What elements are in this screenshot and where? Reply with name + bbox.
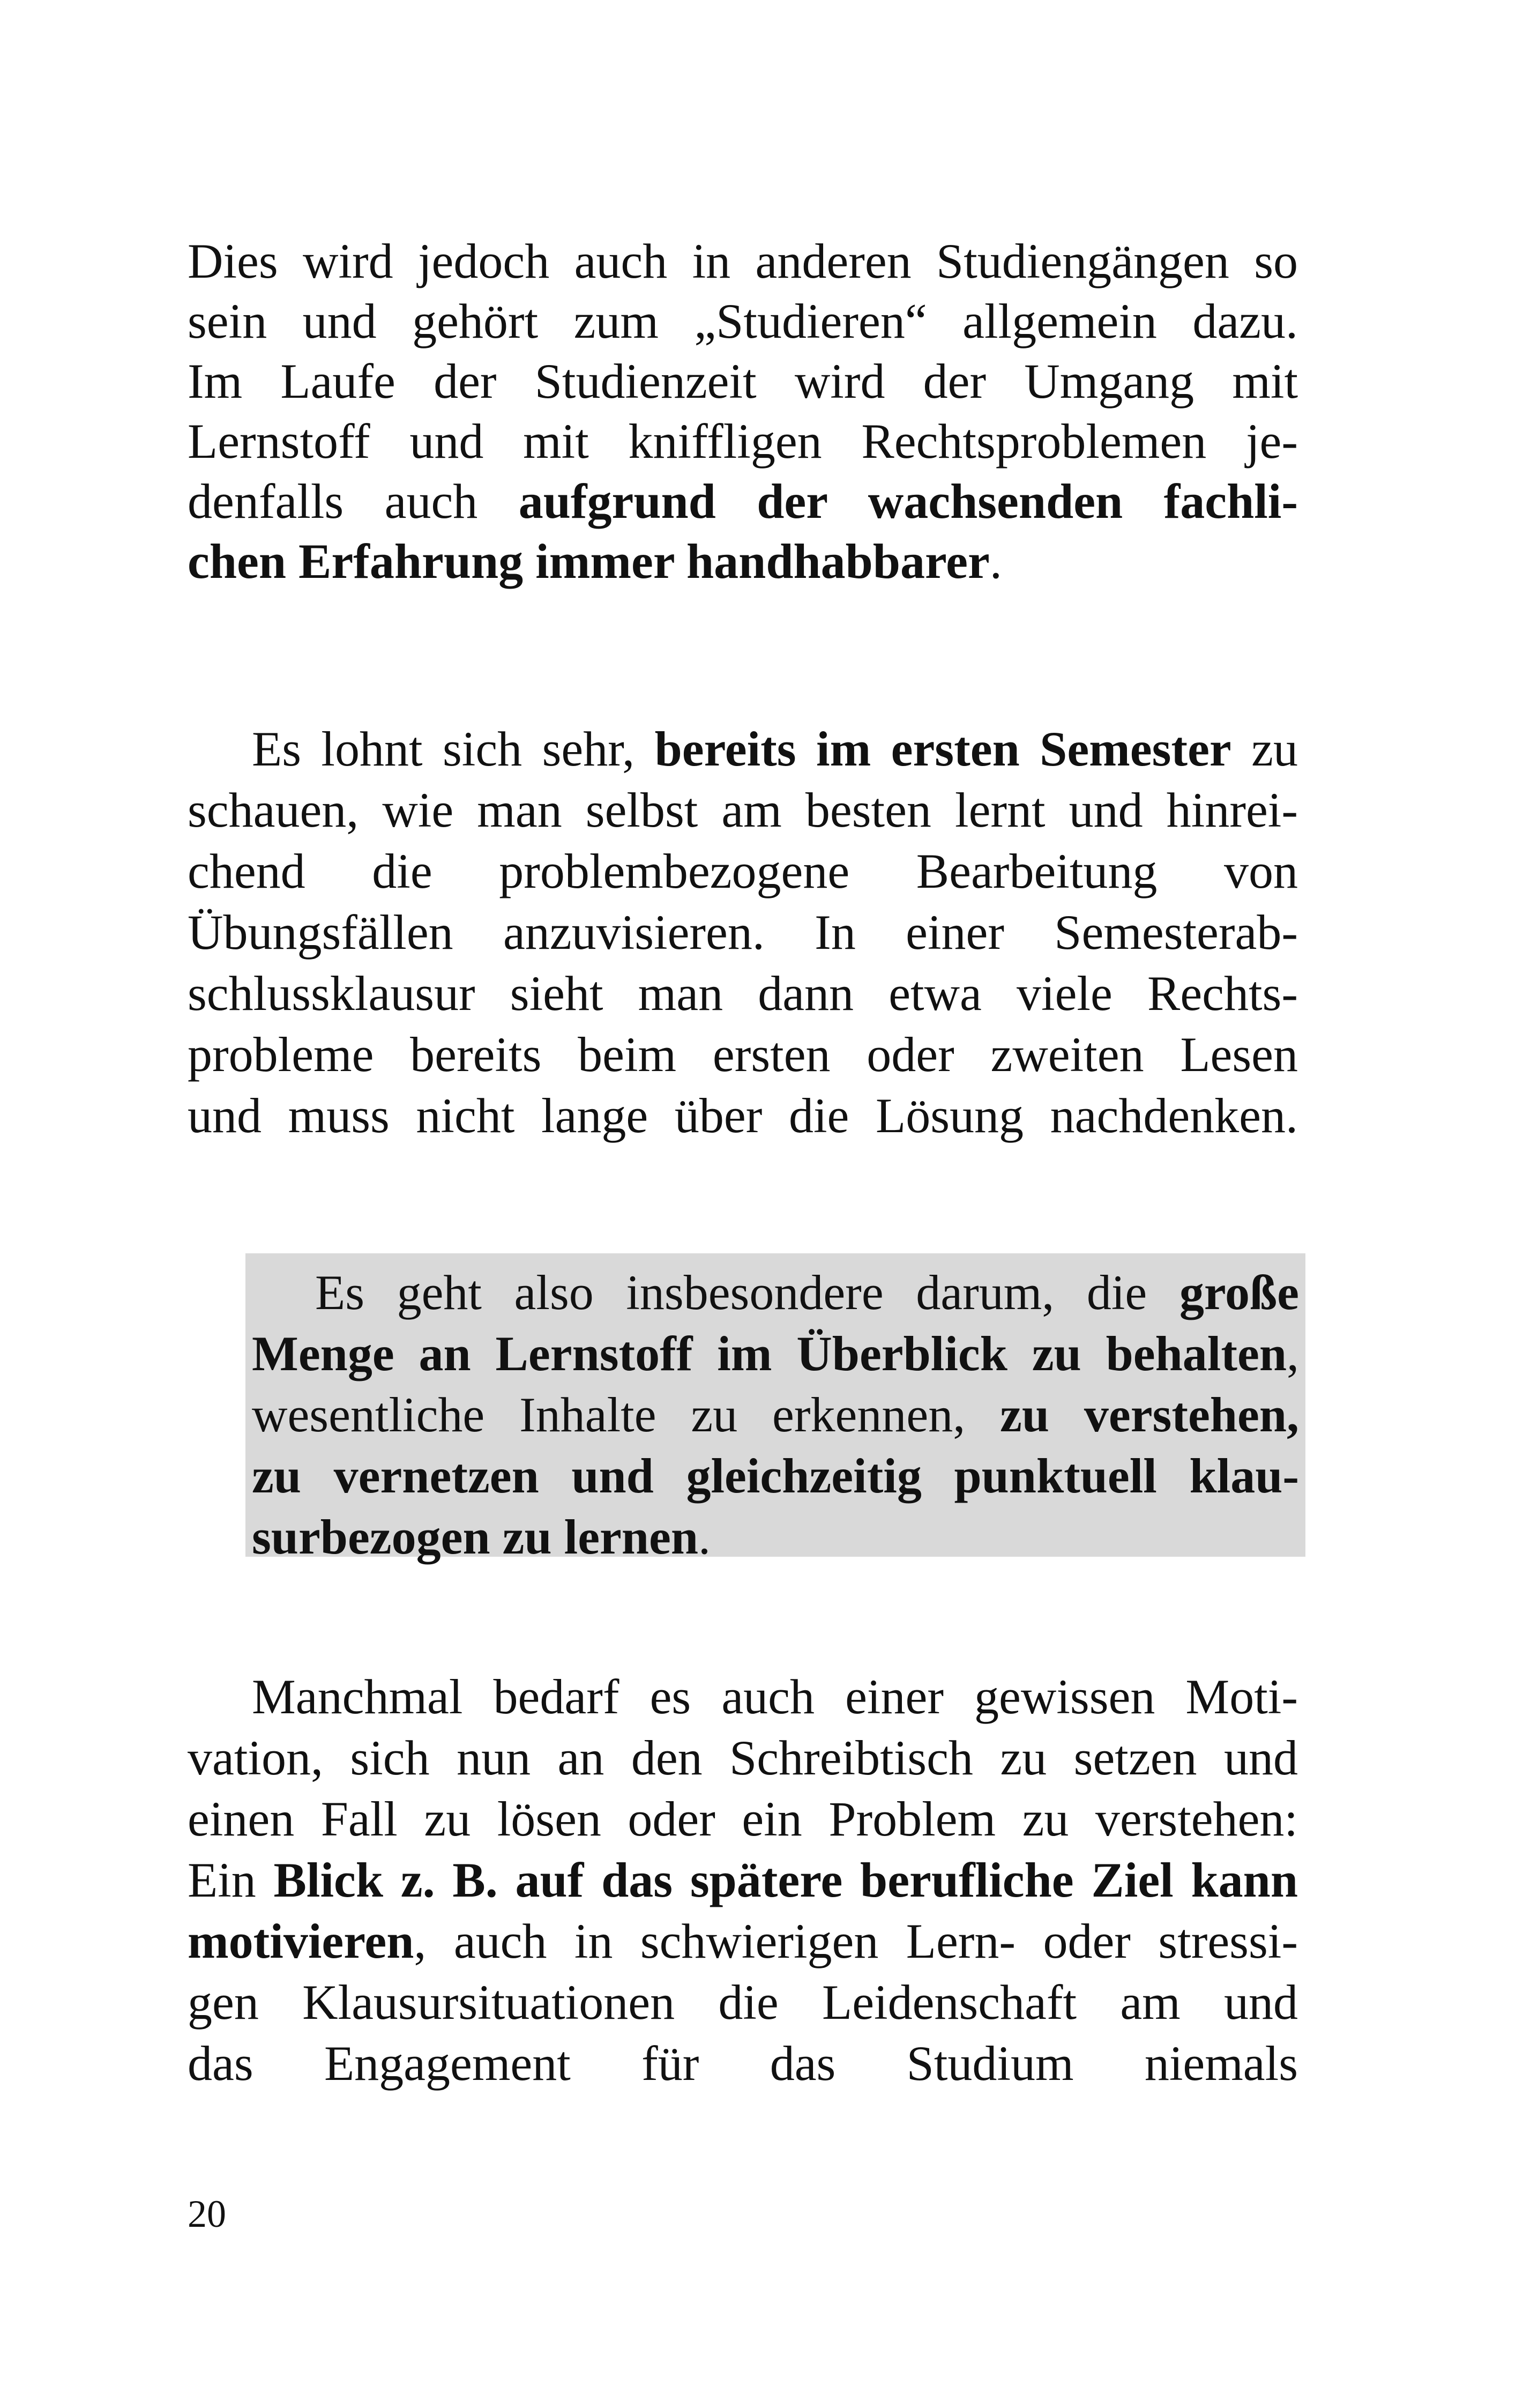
- text-line: [188, 841, 1298, 902]
- text-run: Es geht also insbesondere darum, die: [315, 1265, 1179, 1320]
- text-line: [315, 1262, 1299, 1323]
- text-run: Dies wird jedoch auch in anderen Studiengängen so: [188, 234, 1298, 288]
- text-run: Manchmal bedarf es auch einer gewissen Moti-: [252, 1669, 1298, 1724]
- text-line: [188, 1085, 1298, 1146]
- text-line: [188, 291, 1298, 352]
- text-run: , auch in schwierigen Lern- oder stressi-: [414, 1914, 1298, 1968]
- text-line: [188, 1788, 1298, 1849]
- bold-text-run: aufgrund der wachsenden fachli-: [518, 474, 1298, 529]
- text-run: gen Klausursituationen die Leidenschaft am und: [188, 1975, 1298, 2030]
- text-line: [188, 1024, 1298, 1085]
- text-run: Übungsfällen anzuvisieren. In einer Semesterab-: [188, 905, 1298, 960]
- bold-text-run: zu verstehen,: [1000, 1387, 1299, 1442]
- text-line: [188, 1727, 1298, 1788]
- text-line: [188, 471, 1298, 532]
- text-run: Es lohnt sich sehr,: [252, 722, 655, 776]
- text-line: [188, 1972, 1298, 2033]
- text-run: zu: [1231, 722, 1298, 776]
- text-run: wesentliche Inhalte zu erkennen,: [252, 1387, 1001, 1442]
- bold-text-run: motivieren: [188, 1914, 414, 1968]
- text-line: [252, 1506, 1299, 1567]
- bold-text-run: surbezogen zu lernen: [252, 1510, 699, 1564]
- page-number: 20: [188, 2193, 226, 2235]
- bold-text-run: Blick z. B. auf das spätere berufliche Ziel kann: [273, 1853, 1298, 1907]
- text-run: denfalls auch: [188, 474, 519, 529]
- text-line: [188, 1911, 1298, 1972]
- bold-text-run: Menge an Lernstoff im Überblick zu behalten: [252, 1326, 1287, 1381]
- bold-text-run: chen Erfahrung immer handhabbarer: [188, 534, 990, 589]
- bold-text-run: bereits im ersten Semester: [654, 722, 1231, 776]
- text-line: [188, 963, 1298, 1024]
- bold-text-run: große: [1179, 1265, 1299, 1320]
- text-run: und muss nicht lange über die Lösung nachdenken.: [188, 1088, 1298, 1143]
- text-run: sein und gehört zum „Studieren“ allgemein dazu.: [188, 294, 1298, 348]
- text-line: [188, 411, 1298, 472]
- text-line: [188, 1849, 1298, 1911]
- text-line: [252, 1445, 1299, 1506]
- text-line: [252, 718, 1298, 779]
- text-line: [188, 351, 1298, 412]
- text-run: das Engagement für das Studium niemals: [188, 2036, 1298, 2091]
- text-line: [188, 779, 1298, 841]
- text-run: probleme bereits beim ersten oder zweiten Lesen: [188, 1027, 1298, 1082]
- text-run: .: [989, 534, 1002, 589]
- text-run: schlussklausur sieht man dann etwa viele Rechts-: [188, 966, 1298, 1021]
- text-run: schauen, wie man selbst am besten lernt und hinrei-: [188, 783, 1298, 837]
- text-line: [252, 1323, 1299, 1384]
- text-run: chend die problembezogene Bearbeitung von: [188, 844, 1298, 898]
- text-line: [188, 231, 1298, 292]
- text-run: Im Laufe der Studienzeit wird der Umgang mit: [188, 354, 1298, 408]
- text-line: [252, 1384, 1299, 1445]
- text-line: [188, 531, 1298, 592]
- text-run: einen Fall zu lösen oder ein Problem zu verstehen:: [188, 1792, 1298, 1846]
- highlight-box: [245, 1253, 1305, 1564]
- text-run: ,: [1287, 1326, 1299, 1381]
- text-run: .: [698, 1510, 711, 1564]
- text-run: Ein: [188, 1853, 274, 1907]
- text-run: vation, sich nun an den Schreibtisch zu setzen und: [188, 1730, 1298, 1785]
- text-line: [188, 2033, 1298, 2094]
- text-line: [188, 902, 1298, 963]
- bold-text-run: zu vernetzen und gleichzeitig punktuell klau-: [252, 1448, 1299, 1503]
- text-run: Lernstoff und mit kniffligen Rechtsproblemen je-: [188, 414, 1298, 469]
- text-line: [252, 1666, 1298, 1727]
